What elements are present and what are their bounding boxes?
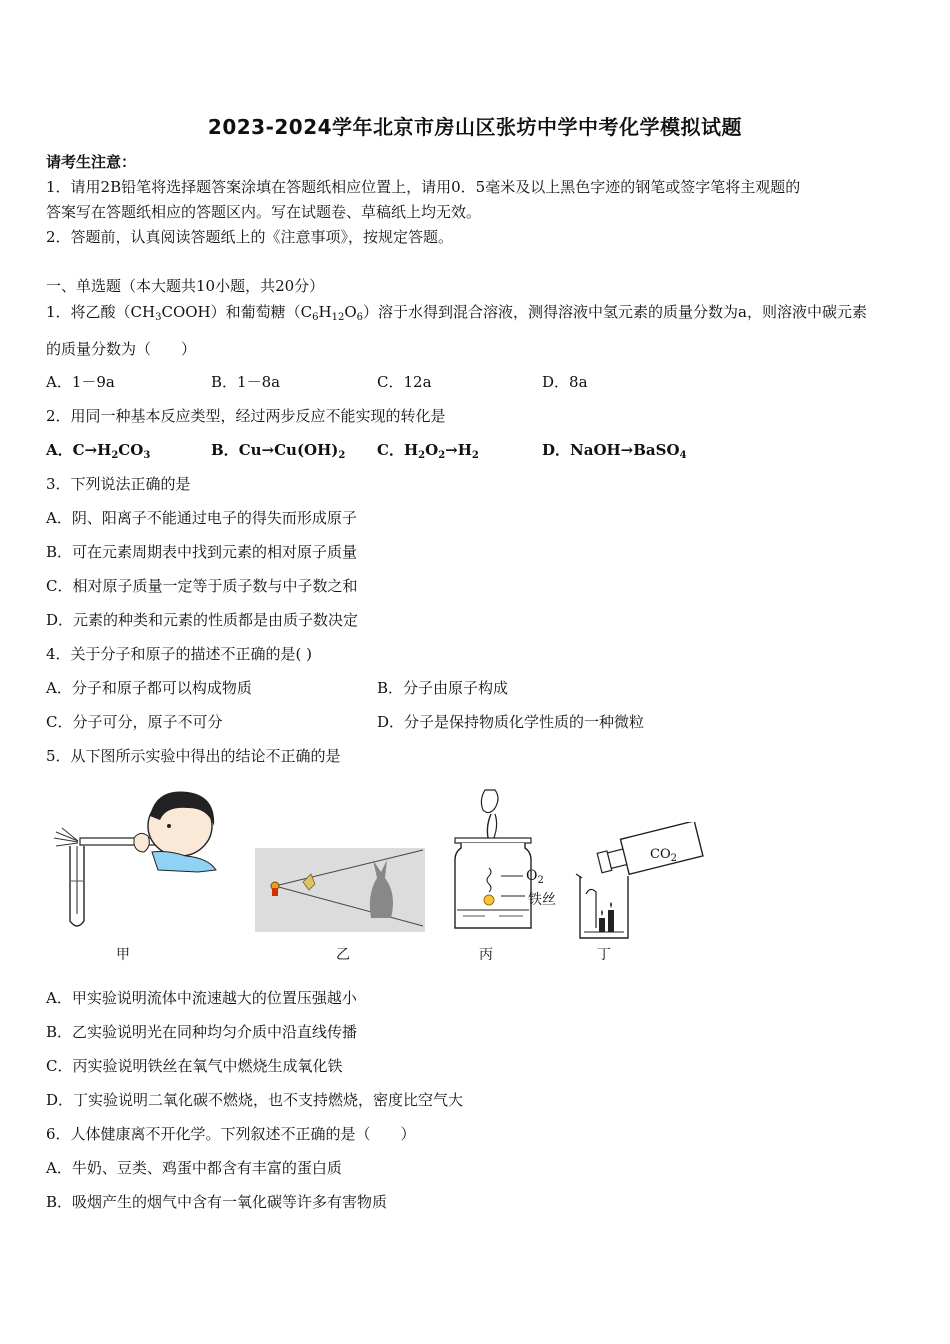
question-1-stem-cont: 的质量分数为（ ） [46,340,197,358]
question-5-option-a: A．甲实验说明流体中流速越大的位置压强越小 [46,989,357,1007]
question-1-option-a: A．1－9a [46,373,115,391]
question-5-option-d: D．丁实验说明二氧化碳不燃烧，也不支持燃烧，密度比空气大 [46,1091,464,1109]
question-2-option-b: B．$Cu\to Cu(OH)_2$ [211,441,346,461]
question-6-stem: 6．人体健康离不开化学。下列叙述不正确的是（ ） [46,1125,416,1143]
question-4-option-d: D．分子是保持物质化学性质的一种微粒 [377,713,645,731]
figure-caption-jia: 甲 [116,947,130,963]
figure-caption-yi: 乙 [336,947,350,963]
question-4-option-b: B．分子由原子构成 [377,679,509,697]
question-4-option-a: A．分子和原子都可以构成物质 [46,679,252,697]
notice-heading: 请考生注意： [46,153,137,171]
question-3-option-c: C．相对原子质量一定等于质子数与中子数之和 [46,577,358,595]
label-iron-wire: 铁丝 [528,892,556,908]
notice-line-2: 2．答题前，认真阅读答题纸上的《注意事项》，按规定答题。 [46,228,454,246]
figure-bing-iron-wire-experiment [445,786,570,938]
notice-line-1: 1．请用2B铅笔将选择题答案涂填在答题纸相应位置上，请用0．5毫米及以上黑色字迹的钢笔或签字笔将主观题的 [46,178,801,196]
label-co2: $CO_2$ [650,847,677,864]
question-4-stem: 4．关于分子和原子的描述不正确的是( ) [46,645,313,663]
page-title: 2023-2024学年北京市房山区张坊中学中考化学模拟试题 [207,115,743,139]
label-oxygen: $O_2$ [526,868,544,886]
question-1-option-c: C．12a [377,373,432,391]
question-2-option-d: D．NaOH→BaSO$_4$ [542,441,687,461]
question-3-option-d: D．元素的种类和元素的性质都是由质子数决定 [46,611,359,629]
question-3-stem: 3．下列说法正确的是 [46,475,191,493]
section-heading: 一、单选题（本大题共10小题，共20分） [46,277,325,295]
question-6-option-b: B．吸烟产生的烟气中含有一氧化碳等许多有害物质 [46,1193,388,1211]
question-3-option-b: B．可在元素周期表中找到元素的相对原子质量 [46,543,358,561]
question-3-option-a: A．阴、阳离子不能通过电子的得失而形成原子 [46,509,357,527]
question-6-option-a: A．牛奶、豆类、鸡蛋中都含有丰富的蛋白质 [46,1159,342,1177]
question-1-stem: 1．将乙酸$(CH_3COOH)$和葡萄糖$(C_6H_{12}O_6)$溶于水得到混合溶液，测得溶液中氢元素的质量分数为a，则溶液中碳元素 [46,303,867,323]
notice-line-1b: 答案写在答题纸相应的答题区内。写在试题卷、草稿纸上均无效。 [46,203,482,221]
question-5-option-c: C．丙实验说明铁丝在氧气中燃烧生成氧化铁 [46,1057,343,1075]
question-1-option-b: B．1－8a [211,373,281,391]
figure-ding-co2-experiment [572,822,707,942]
question-2-option-c: C．$H_2O_2\to H_2$ [377,441,479,461]
figure-caption-ding: 丁 [597,947,611,963]
question-4-option-c: C．分子可分，原子不可分 [46,713,223,731]
figure-caption-bing: 丙 [479,947,493,963]
question-1-option-d: D．8a [542,373,588,391]
question-2-stem: 2．用同一种基本反应类型，经过两步反应不能实现的转化是 [46,407,446,425]
figure-yi-light-experiment [255,848,425,932]
figure-jia-blowing-experiment [48,786,223,936]
question-5-stem: 5．从下图所示实验中得出的结论不正确的是 [46,747,341,765]
question-2-option-a: A．$C\to H_2CO_3$ [46,441,151,461]
question-5-option-b: B．乙实验说明光在同种均匀介质中沿直线传播 [46,1023,358,1041]
